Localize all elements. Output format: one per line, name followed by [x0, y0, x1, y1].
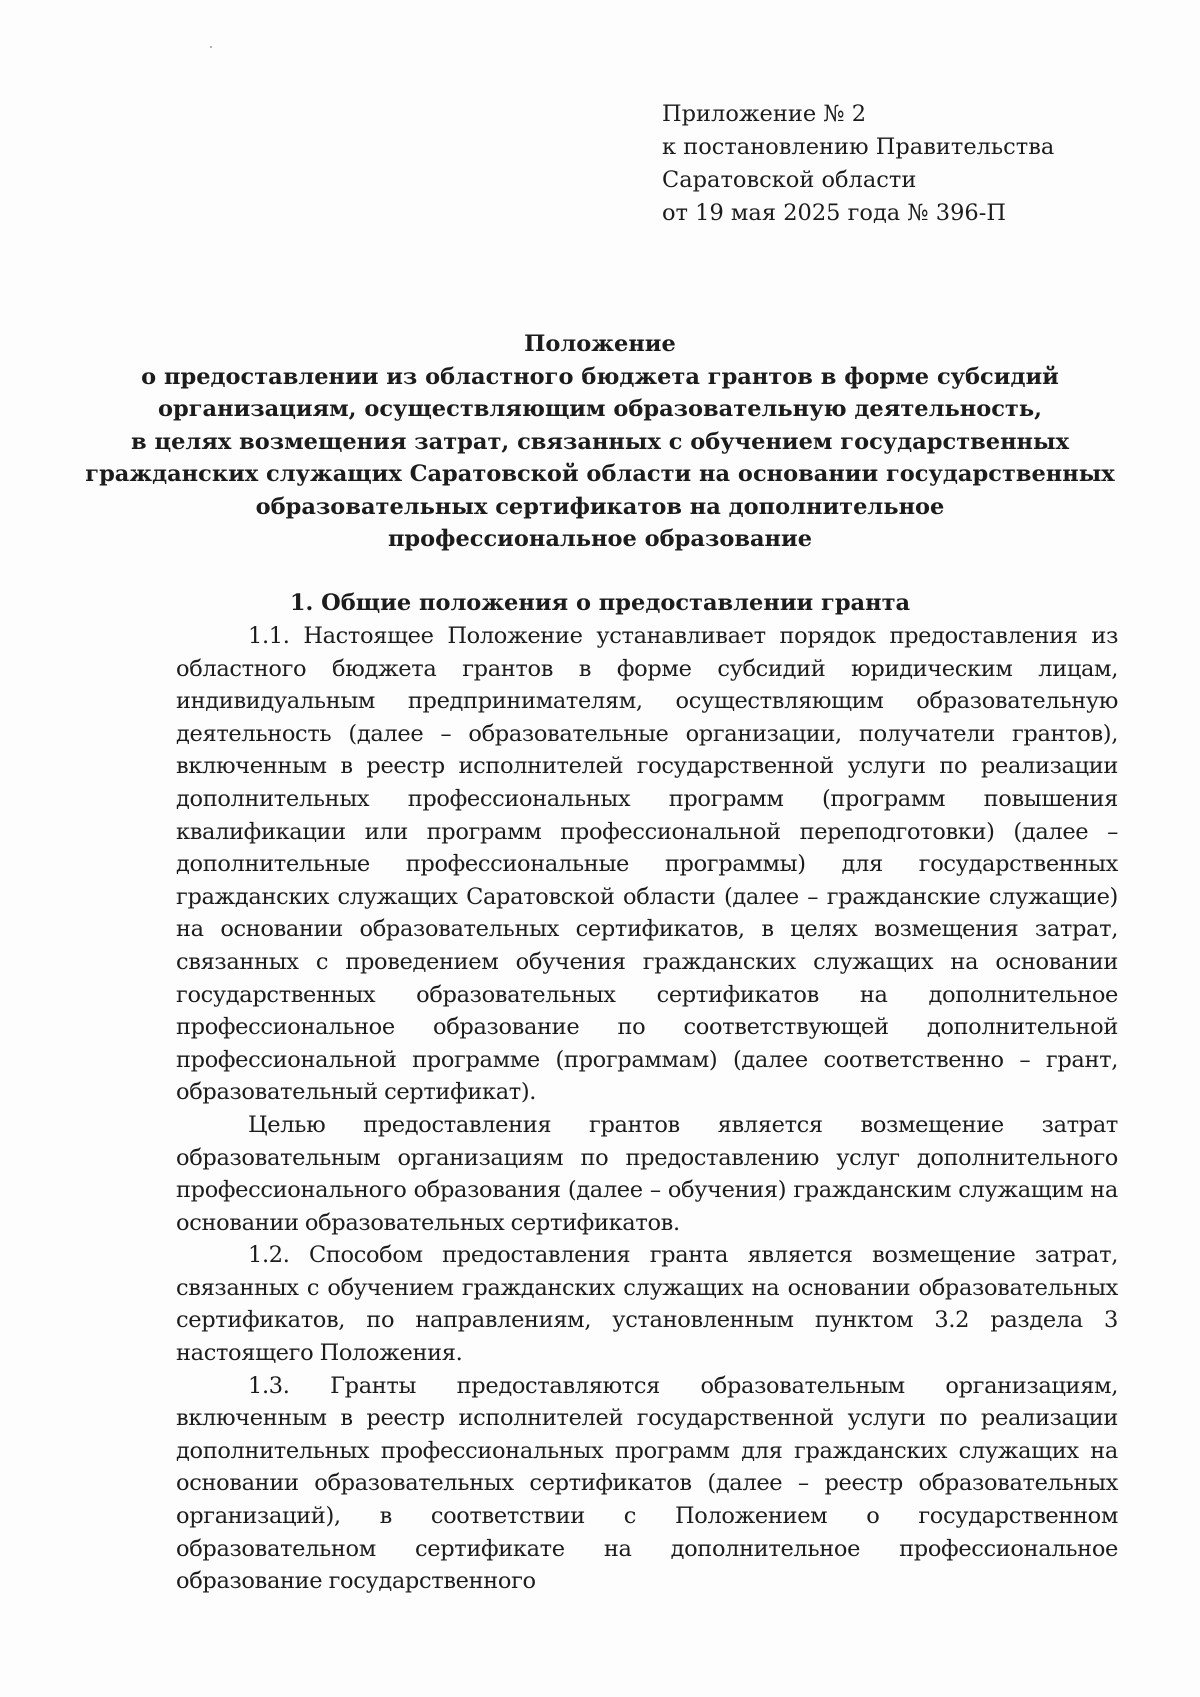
- appendix-region-line: Саратовской области: [662, 167, 917, 193]
- title-line: в целях возмещения затрат, связанных с обучением государственных: [131, 428, 1069, 455]
- title-line: организациям, осуществляющим образовательную деятельность,: [158, 396, 1042, 422]
- appendix-number: Приложение № 2: [662, 101, 867, 127]
- appendix-block: [662, 98, 1054, 230]
- scan-speck: [210, 46, 212, 48]
- appendix-resolution-line: к постановлению Правительства: [662, 134, 1055, 160]
- paragraph-1-3: 1.3. Гранты предоставляются образовательным организациям, включенным в реестр исполнителей государственной услуги по реализации дополнительных профессиональных программ для гражданских служащих на основании образовательных сертификатов (далее – реестр образовательных организаций), в соответствии с Положением о государственном образовательном сертификате на дополнительное профессиональное образование государственного: [176, 1372, 1118, 1595]
- document-title: [0, 328, 1200, 556]
- section-body: [176, 620, 1118, 1598]
- paragraph-1-2: 1.2. Способом предоставления гранта является возмещение затрат, связанных с обучением гражданских служащих на основании образовательных сертификатов, по направлениям, установленным пунктом 3.2 раздела 3 настоящего Положения.: [176, 1242, 1118, 1367]
- section-heading: 1. Общие положения о предоставлении гранта: [289, 590, 911, 616]
- appendix-date-line: от 19 мая 2025 года № 396-П: [662, 200, 1006, 226]
- title-line: профессиональное образование: [387, 526, 813, 552]
- title-line: образовательных сертификатов на дополнительное: [255, 493, 945, 520]
- title-line: Положение: [524, 331, 676, 357]
- title-line: о предоставлении из областного бюджета грантов в форме субсидий: [141, 363, 1059, 390]
- title-line: гражданских служащих Саратовской области на основании государственных: [85, 461, 1115, 487]
- paragraph-purpose: Целью предоставления грантов является возмещение затрат образовательным организациям по предоставлению услуг дополнительного профессионального образования (далее – обучения) гражданским служащим на основании образовательных сертификатов.: [176, 1111, 1118, 1236]
- paragraph-1-1: 1.1. Настоящее Положение устанавливает порядок предоставления из областного бюджета грантов в форме субсидий юридическим лицам, индивидуальным предпринимателям, осуществляющим образовательную деятельность (далее – образовательные организации, получатели грантов), включенным в реестр исполнителей государственной услуги по реализации дополнительных профессиональных программ (программ повышения квалификации или программ профессиональной переподготовки) (далее – дополнительные профессиональные программы) для государственных гражданских служащих Саратовской области (далее – гражданские служащие) на основании образовательных сертификатов, в целях возмещения затрат, связанных с проведением обучения гражданских служащих на основании государственных образовательных сертификатов на дополнительное профессиональное образование по соответствующей дополнительной профессиональной программе (программам) (далее соответственно – грант, образовательный сертификат).: [176, 623, 1118, 1106]
